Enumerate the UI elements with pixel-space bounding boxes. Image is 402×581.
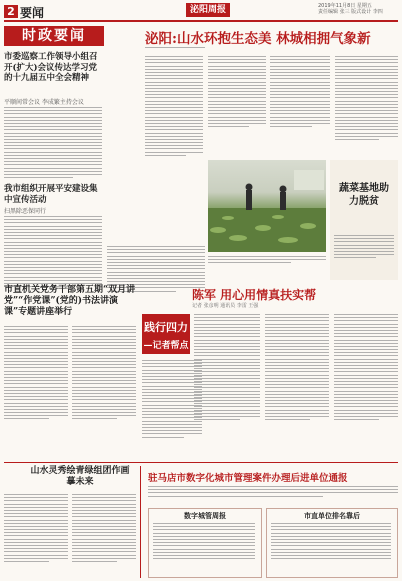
date-line-2: 责任编辑 张三 版式设计 李四: [318, 9, 383, 15]
article3-title: 市直机关党务干部第五期“双月讲党”“作党课”(党的)书法讲演课”专题讲座举行: [4, 285, 136, 317]
article1-title: 市委巡察工作领导小组召开(扩大)会议传达学习党的十九届五中全会精神: [4, 52, 98, 83]
main-article-col3: [270, 56, 330, 129]
notice-left-table-title: 数字城管周报: [184, 511, 226, 520]
notice-right-table-rows: [271, 523, 391, 561]
photo-caption: [208, 256, 326, 266]
mid-headline: 陈军 用心用情真扶实帮: [192, 288, 317, 302]
main-headline: 泌阳:山水环抱生态美 林城相拥气象新: [145, 31, 371, 47]
date-line-1: 2019年11月8日 星期五: [318, 3, 372, 9]
article3-body-col2: [72, 326, 136, 422]
notice-left-table: [148, 508, 262, 578]
mid-article-col4: [334, 314, 398, 422]
bottom-left-body-col2: [72, 494, 136, 564]
field-photo-drawing: [208, 160, 326, 252]
article2-body-left: [4, 216, 102, 289]
column-tag: [142, 314, 190, 354]
side-box: [330, 160, 398, 280]
article2-subtitle: 扫黑除恶保同行: [4, 208, 47, 215]
bottom-divider: [4, 462, 398, 463]
column-tag-line1: 践行四力: [144, 321, 188, 334]
article1-body: [4, 107, 102, 180]
masthead-rule: [4, 20, 398, 22]
notice-intro: [148, 486, 398, 499]
section-banner: 时政要闻: [4, 26, 104, 46]
notice-right-table: [266, 508, 398, 578]
bottom-left-title: 山水灵秀绘青绿组团作画摹未来: [30, 466, 130, 487]
main-article-col1: [145, 56, 203, 158]
field-photo: [208, 160, 326, 252]
mid-article-col2: [194, 314, 260, 422]
mid-article-col1: [142, 360, 202, 440]
mid-byline: 记者 张彦明 通讯员 李雷 王强: [192, 303, 259, 309]
mid-article-col3: [265, 314, 329, 422]
notice-divider: [140, 466, 141, 578]
column-tag-line2: —记者帮点: [143, 341, 189, 351]
notice-left-table-rows: [153, 523, 255, 561]
page-label: 要闻: [20, 6, 45, 20]
notice-title: 驻马店市数字化城市管理案件办理后进单位通报: [148, 473, 348, 484]
main-article-col2: [208, 56, 266, 129]
date-line: [318, 3, 383, 15]
paper-logo: 泌阳周报: [186, 3, 230, 17]
side-box-body: [334, 235, 394, 261]
main-byline: [145, 47, 205, 50]
bottom-left-body-col1: [4, 494, 68, 564]
article1-subtitle: 平顺间常会议 李成繁主持会议: [4, 99, 84, 106]
page-number: 2: [4, 5, 18, 18]
side-box-title: 蔬菜基地助力脱贫: [339, 183, 389, 207]
notice-right-table-title: 市直单位排名靠后: [304, 511, 360, 520]
main-article-col4: [335, 56, 398, 142]
article2-title: 我市组织开展平安建设集中宣传活动: [4, 184, 98, 205]
article3-body-col1: [4, 326, 68, 422]
